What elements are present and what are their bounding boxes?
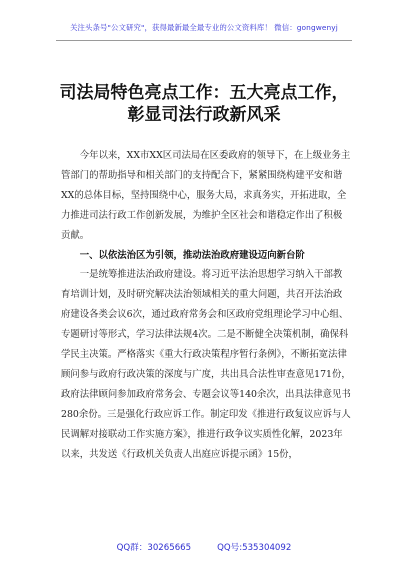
section-1-paragraph: 一是统筹推进法治政府建设。将习近平法治思想学习纳入干部教育培训计划，及时研究解决法治领域相关的重大问题，共召开法治政府建设各类会议6次，通过政府常务会和区政府党组理论学习中心组、专题研讨等形式，学习法律法规4次。二是不断健全决策机制，确保科学民主决策。严格落实《重大行政决策程序暂行条例》，不断拓宽法律顾问参与政府行政决策的深度与广度，共出具合法性审查意见171份，政府法律顾问参加政府常务会、专题会议等140余次，出具法律意见书280余份。三是强化行政应诉工作。制定印发《推进行政复议应诉与人民调解对接联动工作实施方案》，推进行政争议实质性化解，2023年以来，共发送《行政机关负责人出庭应诉提示函》15份， [61, 269, 351, 460]
document-body [61, 146, 351, 465]
footer-qq-group: QQ群：30265665 [116, 543, 192, 553]
footer-qq-number: QQ号:535304092 [217, 543, 292, 553]
header-note: 关注头条号"公文研究"，获得最新最全最专业的公文资料库！ 微信：gongwenyj [70, 23, 338, 32]
footer-contact [0, 541, 408, 553]
document-title-line-2: 彰显司法行政新风采 [127, 105, 281, 125]
header-divider [56, 40, 352, 41]
section-heading-1: 一、以依法治区为引领，推动法治政府建设迈向新台阶 [79, 249, 305, 261]
document-title-line-1: 司法局特色亮点工作：五大亮点工作， [59, 83, 349, 103]
intro-paragraph: 今年以来，XX市XX区司法局在区委政府的领导下，在上级业务主管部门的帮助指导和相关部门的支持配合下，紧紧围绕构建平安和谐XX的总体目标，坚持围绕中心，服务大局，求真务实，开拓进取，全力推进司法行政工作创新发展，为维护全区社会和谐稳定作出了积极贡献。 [61, 150, 351, 241]
